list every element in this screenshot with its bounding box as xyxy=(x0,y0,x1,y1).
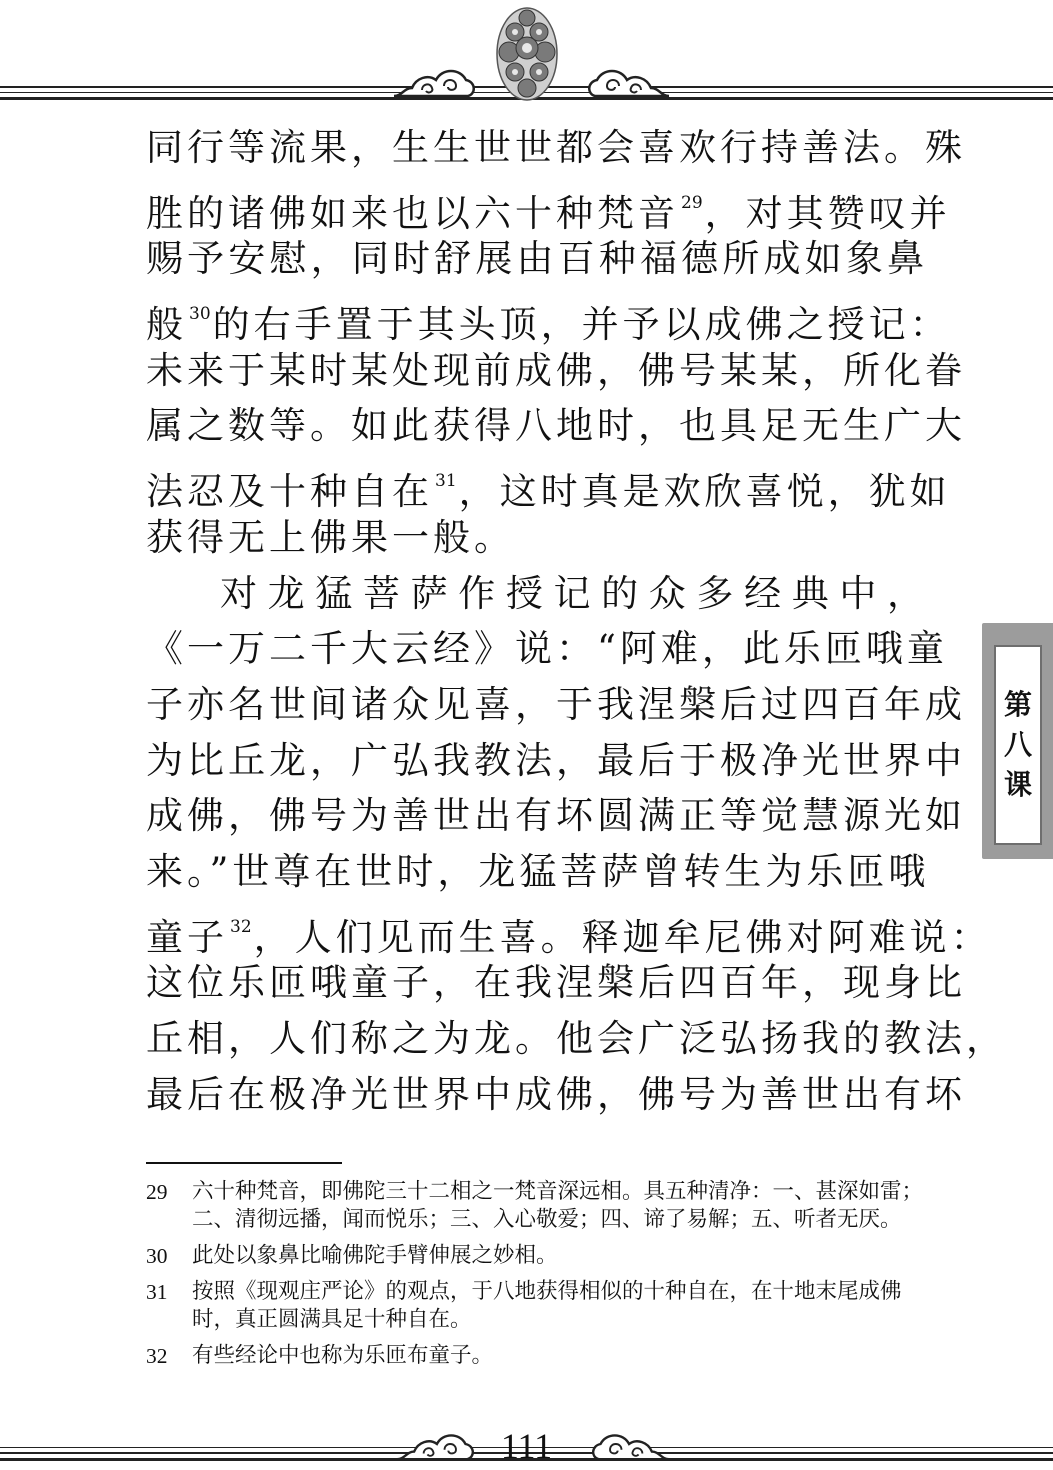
footnotes xyxy=(146,1178,926,1378)
page-header-ornament xyxy=(0,0,1053,115)
text-line: 这位乐匝哦童子，在我涅槃后四百年，现身比 xyxy=(146,961,966,1005)
text-line: 成佛，佛号为善世出有坏圆满正等觉慧源光如 xyxy=(146,794,966,838)
text-line: 同行等流果，生生世世都会喜欢行持善法。殊 xyxy=(146,126,966,169)
text-line: 属之数等。如此获得八地时，也具足无生广大 xyxy=(146,404,966,448)
paragraph-first-line: 对龙猛菩萨作授记的众多经典中， xyxy=(220,571,928,615)
footnote-number: 31 xyxy=(146,1280,168,1304)
footnote-ref: 31 xyxy=(435,471,457,492)
text-line: 子亦名世间诸众见喜，于我涅槃后过四百年成 xyxy=(146,682,966,726)
footnote-number: 32 xyxy=(146,1344,168,1368)
right-cloud-ornament xyxy=(585,60,671,100)
footnote-text: 此处以象鼻比喻佛陀手臂伸展之妙相。 xyxy=(192,1243,558,1268)
footnote-ref: 32 xyxy=(230,916,252,937)
chapter-label-char: 第 xyxy=(1003,688,1032,721)
chapter-label xyxy=(994,645,1042,845)
page-number: 111 xyxy=(500,1426,553,1466)
left-cloud-ornament xyxy=(392,60,478,100)
text-line: 赐予安慰，同时舒展由百种福德所成如象鼻 xyxy=(146,237,928,281)
text-line: 《一万二千大云经》说：“阿难，此乐匝哦童 xyxy=(146,627,948,671)
footnote-ref: 30 xyxy=(189,304,211,325)
text-line: 法忍及十种自在 $^{31}$，这时真是欢欣喜悦，犹如 xyxy=(146,470,951,514)
chapter-label-char: 课 xyxy=(1003,768,1032,801)
footnote-text: 六十种梵音，即佛陀三十二相之一梵音深远相。具五种清净：一、甚深如雷；二、清彻远播，闻而悦乐；三、入心敬爱；四、谛了易解；五、听者无厌。 xyxy=(192,1179,924,1232)
text-line: 获得无上佛果一般。 xyxy=(146,515,515,559)
footnote-text: 按照《现观庄严论》的观点，于八地获得相似的十种自在，在十地末尾成佛时，真正圆满具足十种自在。 xyxy=(192,1279,902,1332)
text-line: 胜的诸佛如来也以六十种梵音 $^{29}$，对其赞叹并 xyxy=(146,191,951,235)
footnote-number: 30 xyxy=(146,1244,168,1268)
text-line: 来。”世尊在世时，龙猛菩萨曾转生为乐匝哦 xyxy=(146,849,930,893)
footnote xyxy=(146,1178,926,1234)
lotus-flower-ornament xyxy=(487,2,567,106)
footnote xyxy=(146,1278,926,1334)
text-line: 未来于某时某处现前成佛，佛号某某，所化眷 xyxy=(146,348,966,392)
chapter-side-tab xyxy=(982,623,1053,859)
main-text xyxy=(146,120,1007,1122)
footnote xyxy=(146,1242,926,1270)
chapter-label-char: 八 xyxy=(1003,728,1032,761)
text-line: 丘相，人们称之为龙。他会广泛弘扬我的教法， xyxy=(146,1017,1007,1060)
footnote xyxy=(146,1342,926,1370)
footnote-number: 29 xyxy=(146,1180,168,1204)
footnote-text: 有些经论中也称为乐匝布童子。 xyxy=(192,1343,494,1368)
footnote-ref: 29 xyxy=(681,192,703,213)
text-line: 般 $^{30}$的右手置于其头顶，并予以成佛之授记： xyxy=(146,303,951,347)
footnote-divider xyxy=(146,1162,342,1164)
text-line: 为比丘龙，广弘我教法，最后于极净光世界中 xyxy=(146,738,966,782)
text-line: 童子 $^{32}$，人们见而生喜。释迦牟尼佛对阿难说： xyxy=(146,915,992,959)
text-line: 最后在极净光世界中成佛，佛号为善世出有坏 xyxy=(146,1072,966,1116)
